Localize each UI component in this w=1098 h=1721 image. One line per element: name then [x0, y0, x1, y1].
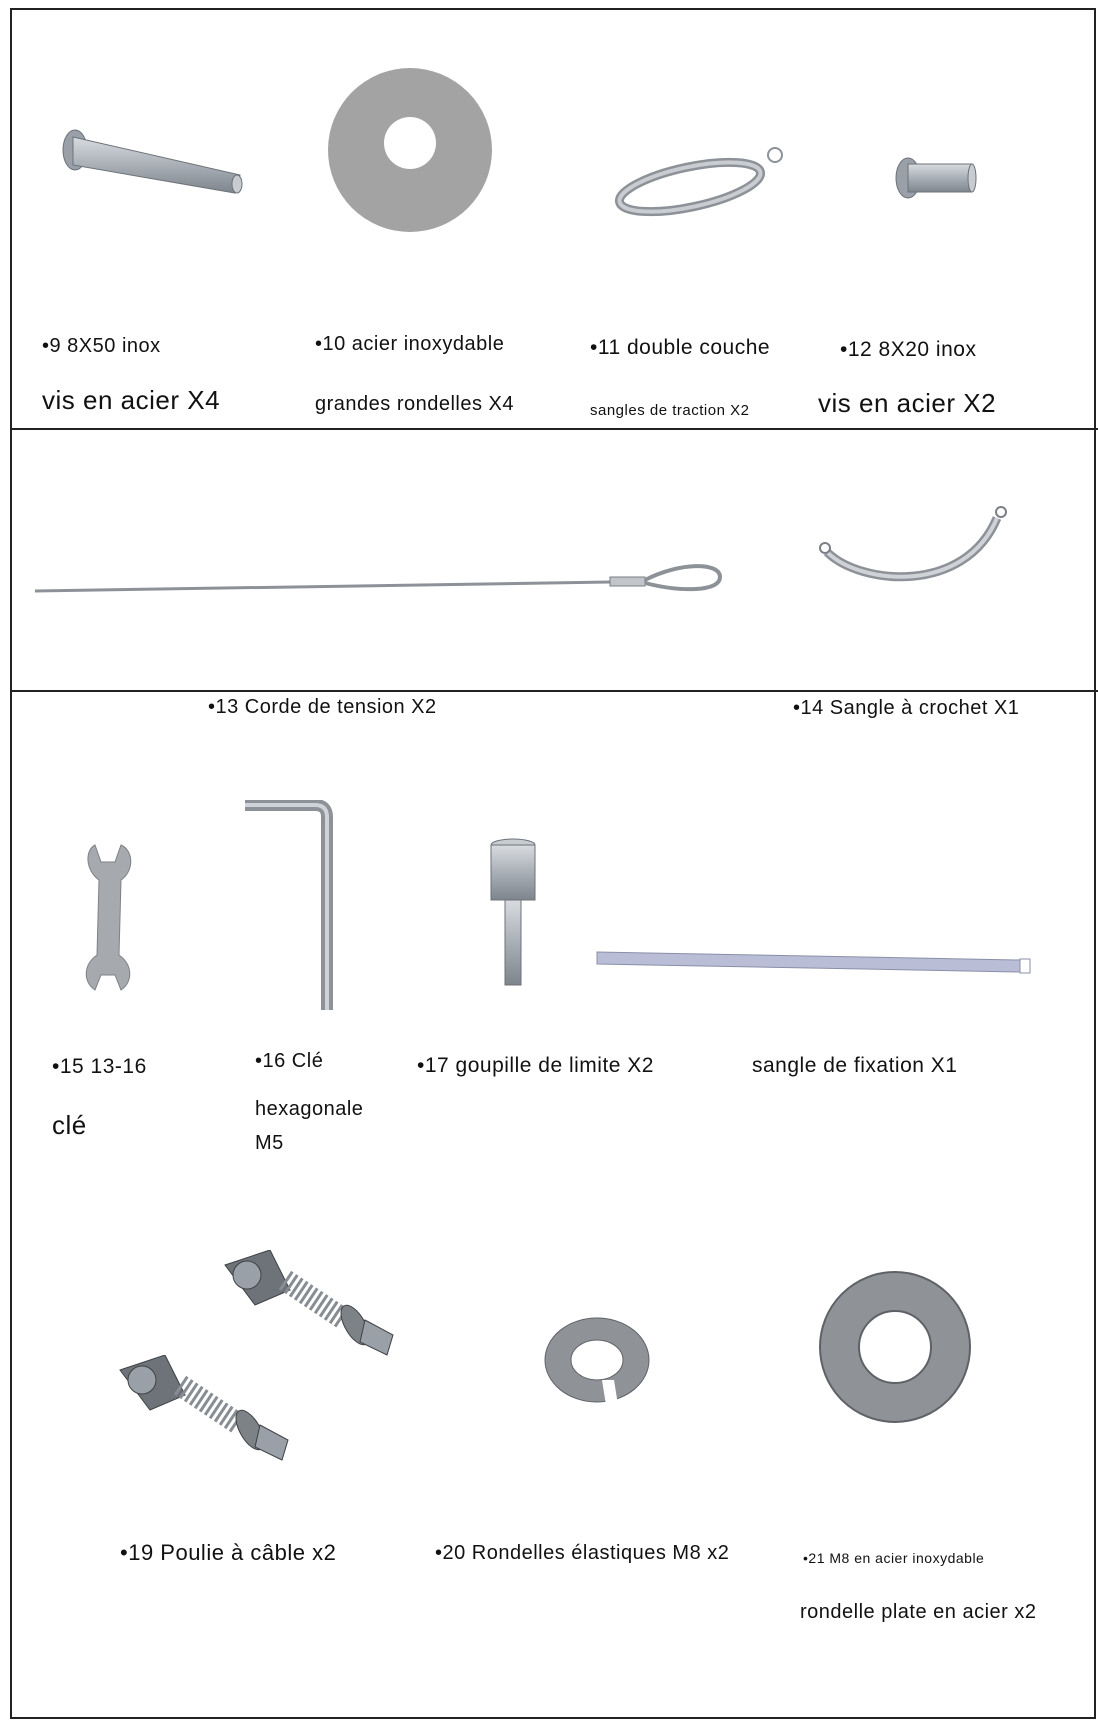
section-divider-2 [10, 690, 1098, 692]
fixing-strap-icon [595, 948, 1035, 978]
wrench-icon [85, 840, 140, 995]
part-15-label: •15 13-16 [52, 1055, 147, 1078]
part-21-label: •21 M8 en acier inoxydable [803, 1550, 985, 1566]
part-10-desc: grandes rondelles X4 [315, 393, 515, 415]
part-15-desc: clé [52, 1110, 87, 1140]
cable-pulley-2-icon [110, 1355, 295, 1465]
cable-pulley-icon [215, 1250, 400, 1360]
part-16-desc: hexagonale [255, 1098, 364, 1120]
screw-8x20-icon [890, 150, 980, 210]
spring-washer-icon [540, 1310, 655, 1410]
traction-strap-icon [612, 140, 792, 225]
part-20-label: •20 Rondelles élastiques M8 x2 [435, 1542, 730, 1564]
tension-rope-icon [30, 550, 735, 600]
limit-pin-icon [485, 835, 545, 990]
part-16-label: •16 Clé [255, 1050, 324, 1072]
part-18-label: sangle de fixation X1 [752, 1054, 958, 1077]
section-divider-1 [10, 428, 1098, 430]
part-13-label: •13 Corde de tension X2 [208, 696, 437, 718]
hook-strap-icon [815, 500, 1015, 600]
part-19-label: •19 Poulie à câble x2 [120, 1540, 337, 1565]
flat-washer-icon [818, 1270, 973, 1425]
part-16-size: M5 [255, 1132, 284, 1154]
hex-key-icon [243, 800, 338, 1015]
screw-8x50-icon [55, 125, 245, 200]
part-9-desc: vis en acier X4 [42, 385, 221, 415]
part-11-label: •11 double couche [590, 336, 771, 359]
part-12-desc: vis en acier X2 [818, 388, 997, 418]
part-10-label: •10 acier inoxydable [315, 333, 505, 355]
part-17-label: •17 goupille de limite X2 [417, 1054, 654, 1077]
part-14-label: •14 Sangle à crochet X1 [793, 697, 1020, 719]
part-9-label: •9 8X50 inox [42, 335, 161, 357]
part-11-desc: sangles de traction X2 [590, 402, 750, 419]
large-washer-icon [325, 65, 495, 235]
part-21-desc: rondelle plate en acier x2 [800, 1601, 1037, 1623]
part-12-label: •12 8X20 inox [840, 338, 977, 361]
